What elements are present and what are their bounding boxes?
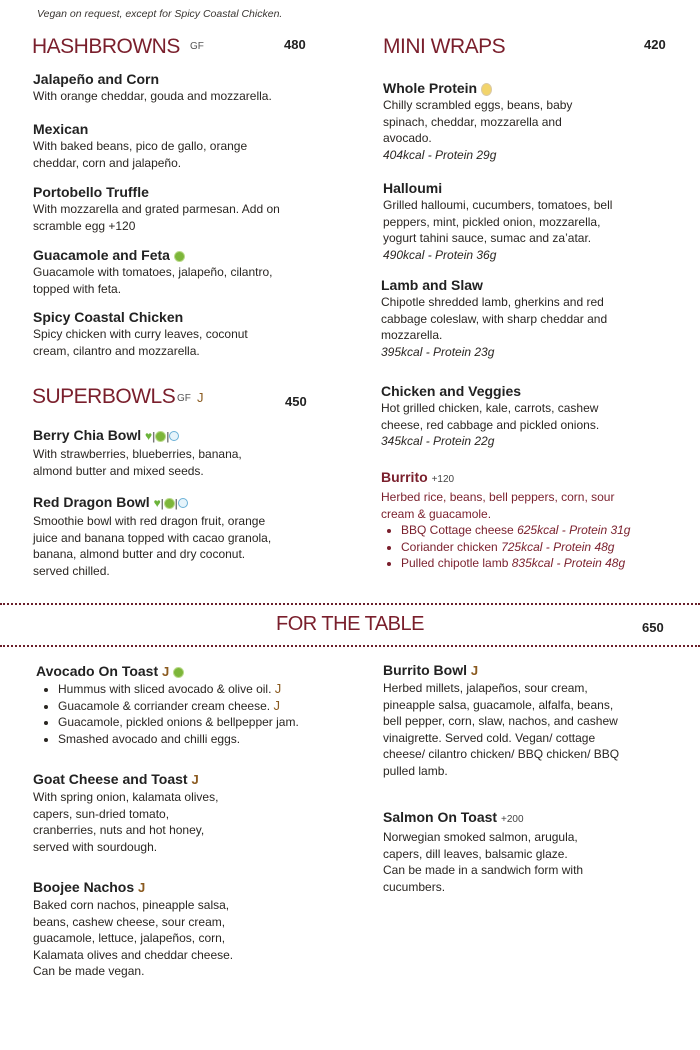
menu-item [383, 79, 608, 163]
list-item: • Guacamole, pickled onions & bellpepper jam. [58, 714, 336, 731]
item-desc: Smoothie bowl with red dragon fruit, orange juice and banana topped with cacao granola, banana, almond butter and dry coconut. served chilled. [33, 514, 272, 578]
j-icon: J [197, 390, 204, 405]
j-icon: J [273, 697, 280, 713]
menu-item [33, 878, 248, 980]
burrito-option: • Coriander chicken 725kcal - Protein 48g [401, 539, 661, 556]
menu-item [33, 770, 233, 855]
avocado-options [36, 681, 336, 747]
hashbrowns-title: HASHBROWNS [32, 35, 180, 58]
vegan-note: Vegan on request, except for Spicy Coastal Chicken. [37, 8, 283, 20]
j-icon: J [191, 772, 199, 787]
menu-item [33, 493, 283, 579]
vegan-dot-icon [173, 667, 184, 678]
item-name: Whole Protein [383, 80, 478, 96]
item-name: Berry Chia Bowl [33, 427, 142, 443]
item-name: Portobello Truffle [33, 184, 149, 200]
menu-item [36, 662, 336, 747]
separator-icon: | [160, 498, 164, 510]
item-desc: Herbed millets, jalapeños, sour cream, pineapple salsa, guacamole, alfalfa, beans, bell pepper, corn, slaw, nachos, and cashew vinaigrette. Served cold. Vegan/ cottage cheese/ cilantro chicken/ BBQ chicken/ BBQ pulled lamb. [383, 681, 620, 778]
superbowls-price: 450 [285, 394, 307, 409]
item-name: Red Dragon Bowl [33, 494, 150, 510]
burrito-option: • BBQ Cottage cheese 625kcal - Protein 31g [401, 522, 661, 539]
item-name-row [383, 79, 608, 97]
superbowls-gf-tag: GF [177, 393, 191, 404]
item-name: Lamb and Slaw [381, 277, 483, 293]
item-name: Spicy Coastal Chicken [33, 309, 184, 325]
menu-item [33, 246, 283, 297]
separator-icon: | [152, 431, 156, 443]
item-name-row [33, 246, 283, 264]
hashbrowns-gf-tag: GF [190, 41, 204, 52]
superbowls-title: SUPERBOWLS [32, 385, 176, 408]
egg-icon [481, 83, 492, 96]
item-extra-price: +200 [500, 814, 524, 825]
item-name: Burrito Bowl [383, 662, 467, 678]
item-desc: With strawberries, blueberries, banana, almond butter and mixed seeds. [33, 447, 242, 478]
item-desc: With spring onion, kalamata olives, capers, sun-dried tomato, cranberries, nuts and hot honey, served with sourdough. [33, 790, 219, 854]
list-item: • Smashed avocado and chilli eggs. [58, 731, 336, 748]
list-item: • Hummus with sliced avocado & olive oil. J [58, 681, 336, 698]
menu-item [33, 70, 303, 105]
item-name: Boojee Nachos [33, 879, 135, 895]
burrito-item [381, 468, 661, 572]
vegan-dot-icon [164, 498, 175, 509]
menu-item [33, 120, 273, 171]
item-name: Halloumi [383, 180, 443, 196]
item-name-row [383, 661, 623, 680]
menu-item [383, 808, 593, 895]
item-name-row [383, 808, 593, 829]
item-name: Chicken and Veggies [381, 383, 522, 399]
item-desc: Baked corn nachos, pineapple salsa, beans, cashew cheese, sour cream, guacamole, lettuce, jalapeños, corn, Kalamata olives and cheddar cheese. Can be made vegan. [33, 898, 234, 978]
item-desc: With mozzarella and grated parmesan. Add on scramble egg +120 [33, 202, 280, 233]
item-desc: Grilled halloumi, cucumbers, tomatoes, bell peppers, mint, pickled onion, mozzarella, yogurt tahini sauce, sumac and za’atar. [383, 198, 613, 245]
vegan-dot-icon [174, 251, 185, 262]
menu-item [33, 308, 273, 359]
item-name: Jalapeño and Corn [33, 71, 160, 87]
nut-allergen-icon [169, 431, 179, 441]
item-name: Salmon On Toast [383, 809, 498, 825]
j-icon: J [470, 663, 479, 678]
miniwraps-title: MINI WRAPS [383, 35, 506, 58]
item-desc: Chipotle shredded lamb, gherkins and red cabbage coleslaw, with sharp cheddar and mozzarella. [381, 295, 608, 342]
heart-icon: ♥ [145, 429, 153, 443]
section-divider-top [0, 603, 700, 605]
menu-item [381, 276, 621, 360]
item-name-row [33, 878, 248, 897]
item-name-row [33, 426, 283, 446]
item-kcal: 404kcal - Protein 29g [383, 147, 497, 162]
forthetable-title: FOR THE TABLE [276, 613, 424, 635]
item-name: Mexican [33, 121, 89, 137]
item-desc: Herbed rice, beans, bell peppers, corn, sour cream & guacamole. [381, 490, 615, 521]
separator-icon: | [174, 498, 178, 510]
item-desc: Guacamole with tomatoes, jalapeño, cilantro, topped with feta. [33, 265, 273, 296]
miniwraps-price: 420 [644, 37, 666, 52]
item-extra-price: +120 [431, 474, 455, 485]
burrito-option: • Pulled chipotle lamb 835kcal - Protein 48g [401, 555, 661, 572]
item-name-row [36, 662, 336, 681]
item-desc: Norwegian smoked salmon, arugula, capers, dill leaves, balsamic glaze. Can be made in a sandwich form with cucumbers. [383, 830, 584, 894]
item-kcal: 395kcal - Protein 23g [381, 344, 495, 359]
heart-icon: ♥ [153, 496, 161, 510]
burrito-options [381, 522, 661, 572]
separator-icon: | [166, 431, 170, 443]
j-icon: J [162, 664, 170, 679]
item-desc: Spicy chicken with curry leaves, coconut cream, cilantro and mozzarella. [33, 327, 248, 358]
j-icon: J [274, 681, 282, 696]
item-name-row [33, 493, 283, 513]
menu-item [381, 382, 611, 450]
menu-item [383, 179, 623, 263]
item-kcal: 345kcal - Protein 22g [381, 434, 495, 448]
nut-allergen-icon [178, 498, 188, 508]
forthetable-price: 650 [642, 620, 664, 635]
j-icon: J [138, 880, 146, 895]
vegan-dot-icon [155, 431, 166, 442]
item-desc: Chilly scrambled eggs, beans, baby spinach, cheddar, mozzarella and avocado. [383, 98, 573, 145]
item-name: Avocado On Toast [36, 663, 159, 679]
item-desc: With baked beans, pico de gallo, orange cheddar, corn and jalapeño. [33, 139, 248, 170]
menu-item [383, 661, 623, 779]
list-item: • Guacamole & corriander cream cheese. J [58, 698, 336, 715]
item-name-row [33, 770, 233, 789]
menu-item [33, 183, 283, 234]
item-name: Goat Cheese and Toast [33, 771, 188, 787]
item-desc: With orange cheddar, gouda and mozzarella. [33, 89, 272, 103]
item-kcal: 490kcal - Protein 36g [383, 247, 497, 262]
item-desc: Hot grilled chicken, kale, carrots, cashew cheese, red cabbage and pickled onions. [381, 401, 600, 432]
item-name: Burrito [381, 469, 428, 485]
menu-item [33, 426, 283, 479]
item-name-row [381, 468, 661, 489]
item-name: Guacamole and Feta [33, 247, 170, 263]
hashbrowns-price: 480 [284, 37, 306, 52]
section-divider-bottom [0, 645, 700, 647]
